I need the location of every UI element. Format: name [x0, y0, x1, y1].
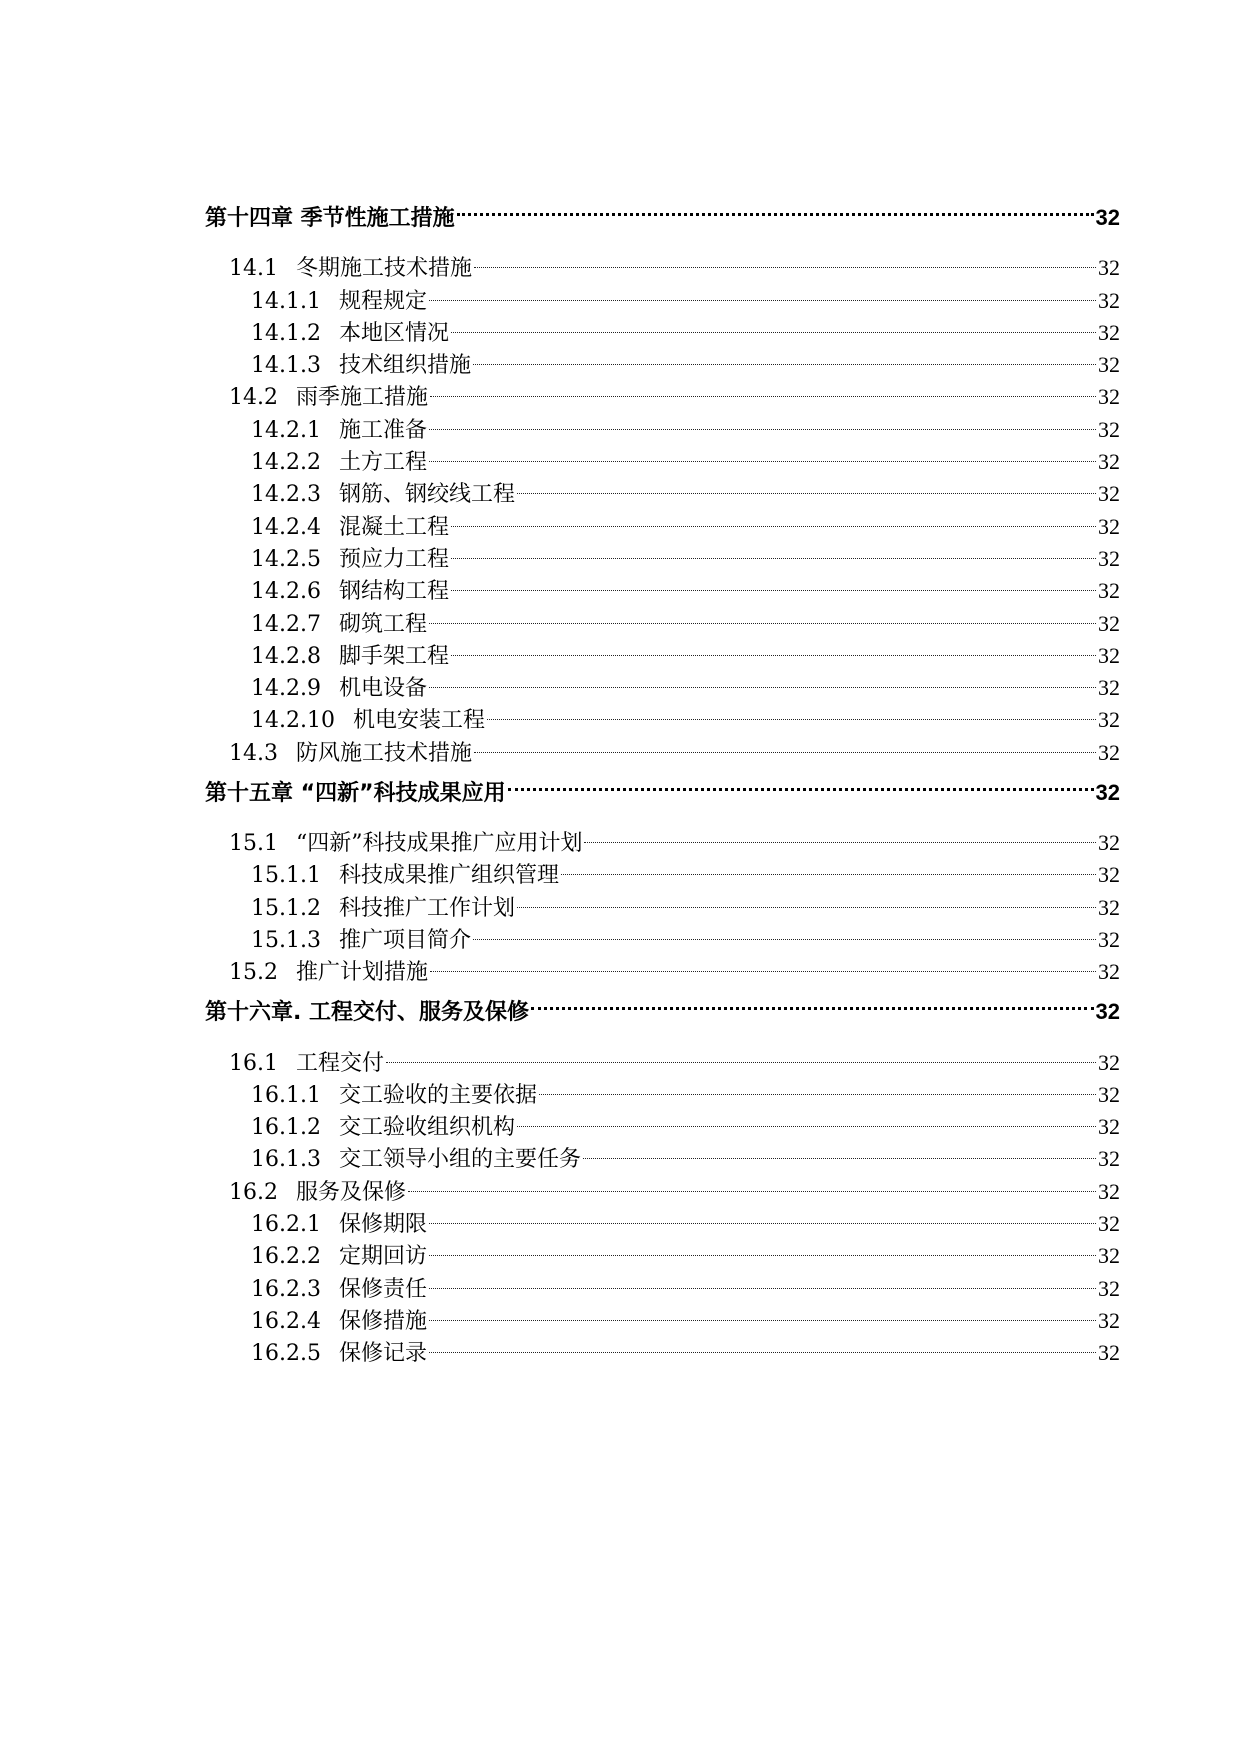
- entry-text: [229, 828, 582, 860]
- entry-number: 14.2.7: [251, 611, 321, 637]
- entry-number: 14.2.6: [251, 579, 321, 605]
- entry-text: [251, 609, 427, 641]
- dot-leader: [474, 727, 1096, 759]
- dot-leader: [584, 818, 1096, 850]
- page-number: 32: [1098, 1081, 1120, 1107]
- entry-number: 16.1.1: [251, 1082, 321, 1108]
- entry-text: [251, 1338, 427, 1370]
- entry-text: [251, 705, 485, 737]
- page-number: 32: [1098, 416, 1120, 442]
- dot-leader: [451, 501, 1096, 533]
- dot-leader: [561, 850, 1096, 882]
- dot-leader: [451, 566, 1096, 598]
- toc-entry[interactable]: [205, 243, 1120, 282]
- dot-leader: [517, 1102, 1096, 1134]
- entry-title: 规程规定: [338, 288, 427, 314]
- entry-title: 保修措施: [338, 1308, 427, 1334]
- entry-title: 科技推广工作计划: [338, 895, 515, 921]
- entry-text: [251, 576, 449, 608]
- entry-number: 16.1.3: [251, 1147, 321, 1173]
- entry-title: 交工验收组织机构: [338, 1115, 515, 1141]
- entry-number: 15.1.1: [251, 863, 321, 889]
- entry-text: [251, 286, 427, 318]
- page-number: 32: [1098, 707, 1120, 733]
- page-number: 32: [1098, 959, 1120, 985]
- dot-leader: [539, 1070, 1096, 1102]
- page-number: 32: [1098, 830, 1120, 856]
- dot-leader: [429, 1199, 1096, 1231]
- entry-title: 交工领导小组的主要任务: [338, 1147, 581, 1173]
- entry-title: 推广计划措施: [295, 960, 428, 986]
- entry-title: 服务及保修: [295, 1179, 406, 1205]
- page-number: 32: [1098, 1340, 1120, 1366]
- page-number: 32: [1098, 675, 1120, 701]
- entry-number: 14.2.9: [251, 676, 321, 702]
- dot-leader: [429, 1296, 1096, 1328]
- entry-text: [251, 1080, 537, 1112]
- page-number: 32: [1098, 1275, 1120, 1301]
- page-number: 32: [1098, 319, 1120, 345]
- entry-title: 钢结构工程: [338, 579, 449, 605]
- page-number: 32: [1098, 481, 1120, 507]
- dot-leader: [473, 915, 1096, 947]
- entry-title: 冬期施工技术措施: [295, 256, 472, 282]
- entry-text: [251, 1209, 427, 1241]
- entry-title: 混凝土工程: [338, 514, 449, 540]
- dot-leader: [531, 983, 1093, 1019]
- dot-leader: [430, 947, 1096, 979]
- dot-leader: [517, 882, 1096, 914]
- entry-title: “四新”科技成果推广应用计划: [295, 831, 583, 857]
- entry-title: 雨季施工措施: [295, 385, 428, 411]
- entry-number: 15.2: [229, 960, 278, 986]
- dot-leader: [583, 1134, 1096, 1166]
- toc-entry[interactable]: [205, 818, 1120, 857]
- chapter-15-entries: [205, 818, 1120, 986]
- dot-leader: [408, 1166, 1096, 1198]
- entry-number: 14.2.10: [251, 708, 335, 734]
- dot-leader: [386, 1037, 1096, 1069]
- page-number: 32: [1098, 545, 1120, 571]
- dot-leader: [473, 340, 1096, 372]
- dot-leader: [429, 437, 1096, 469]
- page-number: 32: [1098, 352, 1120, 378]
- page-number: 32: [1098, 384, 1120, 410]
- entry-number: 14.2.3: [251, 482, 321, 508]
- entry-number: 16.2: [229, 1179, 278, 1205]
- page-number: 32: [1098, 739, 1120, 765]
- dot-leader: [451, 534, 1096, 566]
- page-number: 32: [1098, 1114, 1120, 1140]
- entry-text: [229, 1177, 406, 1209]
- page-number: 32: [1098, 642, 1120, 668]
- entry-number: 14.1: [229, 256, 278, 282]
- entry-text: [251, 1274, 427, 1306]
- entry-text: [251, 1306, 427, 1338]
- chapter-title: 第十五章 “四新”科技成果应用: [205, 780, 506, 806]
- entry-text: [229, 1048, 384, 1080]
- entry-title: 保修记录: [338, 1341, 427, 1367]
- chapter-title: 第十六章. 工程交付、服务及保修: [205, 1000, 530, 1026]
- entry-number: 15.1.3: [251, 927, 321, 953]
- entry-number: 16.2.5: [251, 1341, 321, 1367]
- entry-number: 14.2.2: [251, 450, 321, 476]
- page-number: 32: [1098, 1243, 1120, 1269]
- page-number: 32: [1098, 1146, 1120, 1172]
- entry-title: 保修责任: [338, 1276, 427, 1302]
- dot-leader: [429, 275, 1096, 307]
- page-number: 32: [1098, 610, 1120, 636]
- dot-leader: [429, 404, 1096, 436]
- dot-leader: [429, 1263, 1096, 1295]
- entry-number: 16.2.2: [251, 1244, 321, 1270]
- entry-number: 14.3: [229, 740, 278, 766]
- entry-title: 保修期限: [338, 1212, 427, 1238]
- entry-number: 14.2.4: [251, 514, 321, 540]
- dot-leader: [474, 243, 1096, 275]
- entry-title: 预应力工程: [338, 546, 449, 572]
- dot-leader: [451, 631, 1096, 663]
- dot-leader: [451, 308, 1096, 340]
- entry-text: [251, 673, 427, 705]
- entry-title: 机电设备: [338, 676, 427, 702]
- entry-title: 机电安装工程: [352, 708, 485, 734]
- page-number: 32: [1095, 779, 1120, 805]
- entry-text: [229, 738, 472, 770]
- toc-entry[interactable]: [205, 1037, 1120, 1076]
- entry-title: 施工准备: [338, 417, 427, 443]
- page-number: 32: [1098, 513, 1120, 539]
- entry-title: 工程交付: [295, 1050, 384, 1076]
- page-number: 32: [1098, 1049, 1120, 1075]
- dot-leader: [517, 469, 1096, 501]
- entry-title: 本地区情况: [338, 320, 449, 346]
- entry-text: [251, 641, 449, 673]
- entry-text: [251, 1241, 427, 1273]
- page-number: 32: [1098, 926, 1120, 952]
- entry-text: [251, 318, 449, 350]
- entry-text: [229, 957, 428, 989]
- chapter-title: 第十四章 季节性施工措施: [205, 206, 455, 231]
- entry-title: 土方工程: [338, 450, 427, 476]
- dot-leader: [429, 1231, 1096, 1263]
- entry-title: 推广项目简介: [338, 927, 471, 953]
- dot-leader: [429, 1328, 1096, 1360]
- entry-text: [251, 512, 449, 544]
- entry-text: [251, 447, 427, 479]
- entry-title: 脚手架工程: [338, 643, 449, 669]
- entry-text: [229, 382, 428, 414]
- entry-text: [251, 544, 449, 576]
- entry-title: 科技成果推广组织管理: [338, 863, 559, 889]
- page-number: 32: [1098, 1307, 1120, 1333]
- entry-number: 14.2.5: [251, 546, 321, 572]
- page-number: 32: [1098, 287, 1120, 313]
- entry-title: 定期回访: [338, 1244, 427, 1270]
- page-number: 32: [1095, 205, 1120, 230]
- entry-number: 16.2.3: [251, 1276, 321, 1302]
- page-number: 32: [1098, 894, 1120, 920]
- page-number: 32: [1098, 1178, 1120, 1204]
- dot-leader: [430, 372, 1096, 404]
- entry-title: 交工验收的主要依据: [338, 1082, 537, 1108]
- entry-number: 16.1: [229, 1050, 278, 1076]
- entry-text: [251, 415, 427, 447]
- entry-number: 14.1.1: [251, 288, 321, 314]
- entry-number: 15.1: [229, 831, 278, 857]
- chapter-14-entries: [205, 243, 1120, 766]
- page-number: 32: [1098, 1211, 1120, 1237]
- entry-number: 16.2.1: [251, 1212, 321, 1238]
- entry-title: 砌筑工程: [338, 611, 427, 637]
- dot-leader: [508, 764, 1094, 800]
- dot-leader: [457, 189, 1094, 225]
- dot-leader: [429, 663, 1096, 695]
- table-of-contents: [205, 189, 1120, 1367]
- entry-number: 14.2.1: [251, 417, 321, 443]
- entry-number: 16.2.4: [251, 1308, 321, 1334]
- entry-number: 16.1.2: [251, 1115, 321, 1141]
- dot-leader: [487, 695, 1096, 727]
- entry-number: 14.1.3: [251, 353, 321, 379]
- page-number: 32: [1098, 578, 1120, 604]
- entry-number: 14.2.8: [251, 643, 321, 669]
- entry-title: 技术组织措施: [338, 353, 471, 379]
- entry-title: 钢筋、钢绞线工程: [338, 482, 515, 508]
- entry-number: 14.2: [229, 385, 278, 411]
- page-number: 32: [1095, 999, 1120, 1025]
- page-number: 32: [1098, 255, 1120, 281]
- dot-leader: [429, 598, 1096, 630]
- chapter-16-entries: [205, 1037, 1120, 1367]
- toc-chapter-14[interactable]: [205, 189, 1120, 231]
- page-number: 32: [1098, 449, 1120, 475]
- entry-text: [251, 1112, 515, 1144]
- entry-number: 15.1.2: [251, 895, 321, 921]
- page-number: 32: [1098, 862, 1120, 888]
- entry-text: [251, 860, 559, 892]
- entry-title: 防风施工技术措施: [295, 740, 472, 766]
- entry-number: 14.1.2: [251, 320, 321, 346]
